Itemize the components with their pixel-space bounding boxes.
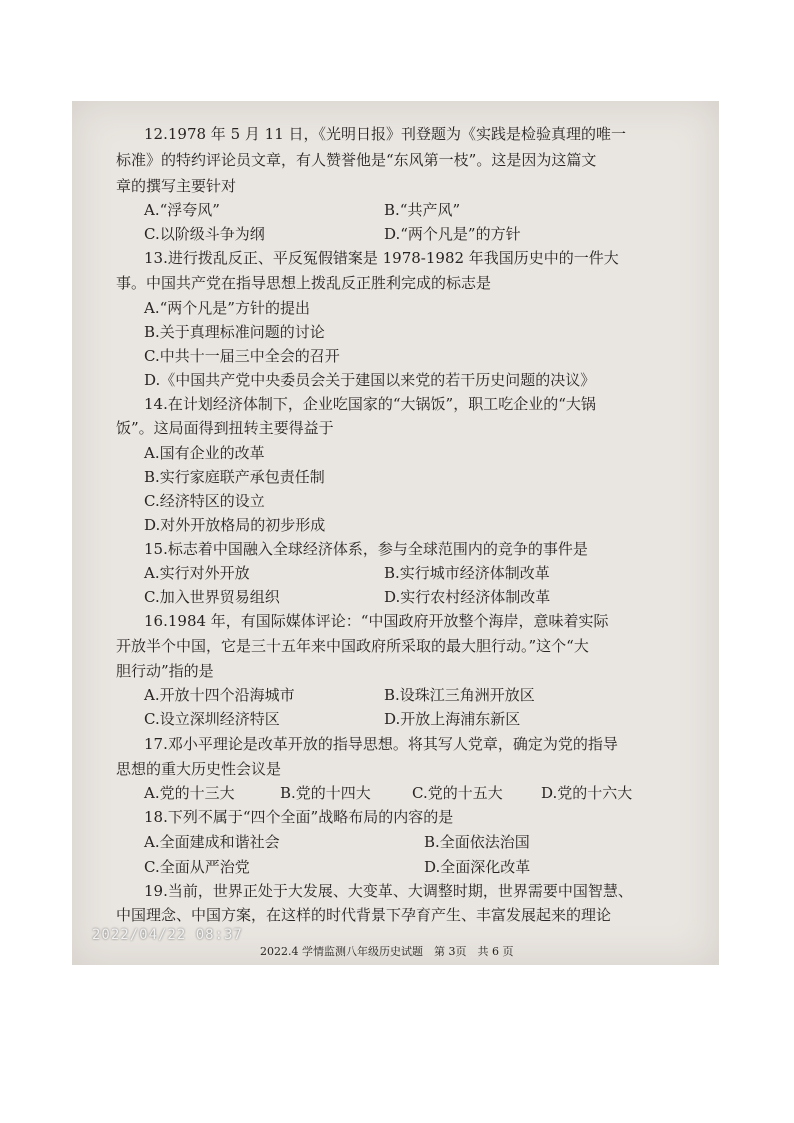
q12-option-b: B.“共产风” [384, 201, 461, 219]
q18-option-c: C.全面从严治党 [144, 858, 250, 876]
photo-timestamp: 2022/04/22 08:37 [92, 927, 243, 943]
q12-stem-line-3: 章的撰写主要针对 [116, 177, 237, 195]
q16-option-c: C.设立深圳经济特区 [144, 710, 280, 728]
q13-stem-line-2: 事。中国共产党在指导思想上拨乱反正胜利完成的标志是 [116, 274, 492, 292]
q14-option-d: D.对外开放格局的初步形成 [144, 516, 326, 534]
q17-option-c: C.党的十五大 [412, 784, 503, 802]
q15-option-c: C.加入世界贸易组织 [144, 588, 280, 606]
q18-option-d: D.全面深化改革 [424, 858, 531, 876]
page-footer: 2022.4 学情监测八年级历史试题 第 3页 共 6 页 [260, 945, 514, 958]
q16-option-d: D.开放上海浦东新区 [384, 710, 521, 728]
q17-option-d: D.党的十六大 [541, 784, 633, 802]
q16-stem-line-3: 胆行动”指的是 [116, 662, 214, 680]
q13-stem-line-1: 13.进行拨乱反正、平反冤假错案是 1978-1982 年我国历史中的一件大 [144, 249, 619, 267]
q14-stem-line-2: 饭”。这局面得到扭转主要得益于 [116, 419, 334, 437]
q18-option-b: B.全面依法治国 [424, 833, 530, 851]
q15-option-b: B.实行城市经济体制改革 [384, 564, 550, 582]
q16-stem-line-2: 开放半个中国，它是三十五年来中国政府所采取的最大胆行动。”这个“大 [116, 637, 589, 655]
q16-option-a: A.开放十四个沿海城市 [144, 686, 295, 704]
q17-stem-line-1: 17.邓小平理论是改革开放的指导思想。将其写人党章，确定为党的指导 [144, 735, 618, 753]
q12-stem-line-1: 12.1978 年 5 月 11 日，《光明日报》刊登题为《实践是检验真理的唯一 [144, 125, 627, 143]
q17-stem-line-2: 思想的重大历史性会议是 [116, 760, 282, 778]
q18-option-a: A.全面建成和谐社会 [144, 833, 280, 851]
q14-option-c: C.经济特区的设立 [144, 492, 265, 510]
q19-stem-line-1: 19.当前，世界正处于大发展、大变革、大调整时期，世界需要中国智慧、 [144, 882, 633, 900]
q13-option-d: D.《中国共产党中央委员会关于建国以来党的若干历史问题的决议》 [144, 371, 596, 389]
q15-stem-line-1: 15.标志着中国融入全球经济体系，参与全球范围内的竞争的事件是 [144, 540, 588, 558]
q14-option-a: A.国有企业的改革 [144, 444, 265, 462]
q16-option-b: B.设珠江三角洲开放区 [384, 686, 535, 704]
q12-stem-line-2: 标准》的特约评论员文章，有人赞誉他是“东风第一枝”。这是因为这篇文 [116, 151, 597, 169]
q18-stem-line-1: 18.下列不属于“四个全面”战略布局的内容的是 [144, 808, 454, 826]
q14-stem-line-1: 14.在计划经济体制下，企业吃国家的“大锅饭”，职工吃企业的“大锅 [144, 395, 596, 413]
q13-option-b: B.关于真理标准问题的讨论 [144, 323, 325, 341]
q17-option-a: A.党的十三大 [144, 784, 235, 802]
q12-option-a: A.“浮夸风” [144, 201, 220, 219]
q12-option-d: D.“两个凡是”的方针 [384, 225, 521, 243]
exam-page-photo [72, 101, 719, 965]
q13-option-c: C.中共十一届三中全会的召开 [144, 347, 340, 365]
q15-option-d: D.实行农村经济体制改革 [384, 588, 551, 606]
q17-option-b: B.党的十四大 [280, 784, 371, 802]
q15-option-a: A.实行对外开放 [144, 564, 250, 582]
q13-option-a: A.“两个凡是”方针的提出 [144, 299, 310, 317]
q16-stem-line-1: 16.1984 年，有国际媒体评论：“中国政府开放整个海岸，意味着实际 [144, 612, 609, 630]
q12-option-c: C.以阶级斗争为纲 [144, 225, 265, 243]
q14-option-b: B.实行家庭联产承包责任制 [144, 468, 325, 486]
q19-stem-line-2: 中国理念、中国方案，在这样的时代背景下孕育产生、丰富发展起来的理论 [116, 906, 612, 924]
